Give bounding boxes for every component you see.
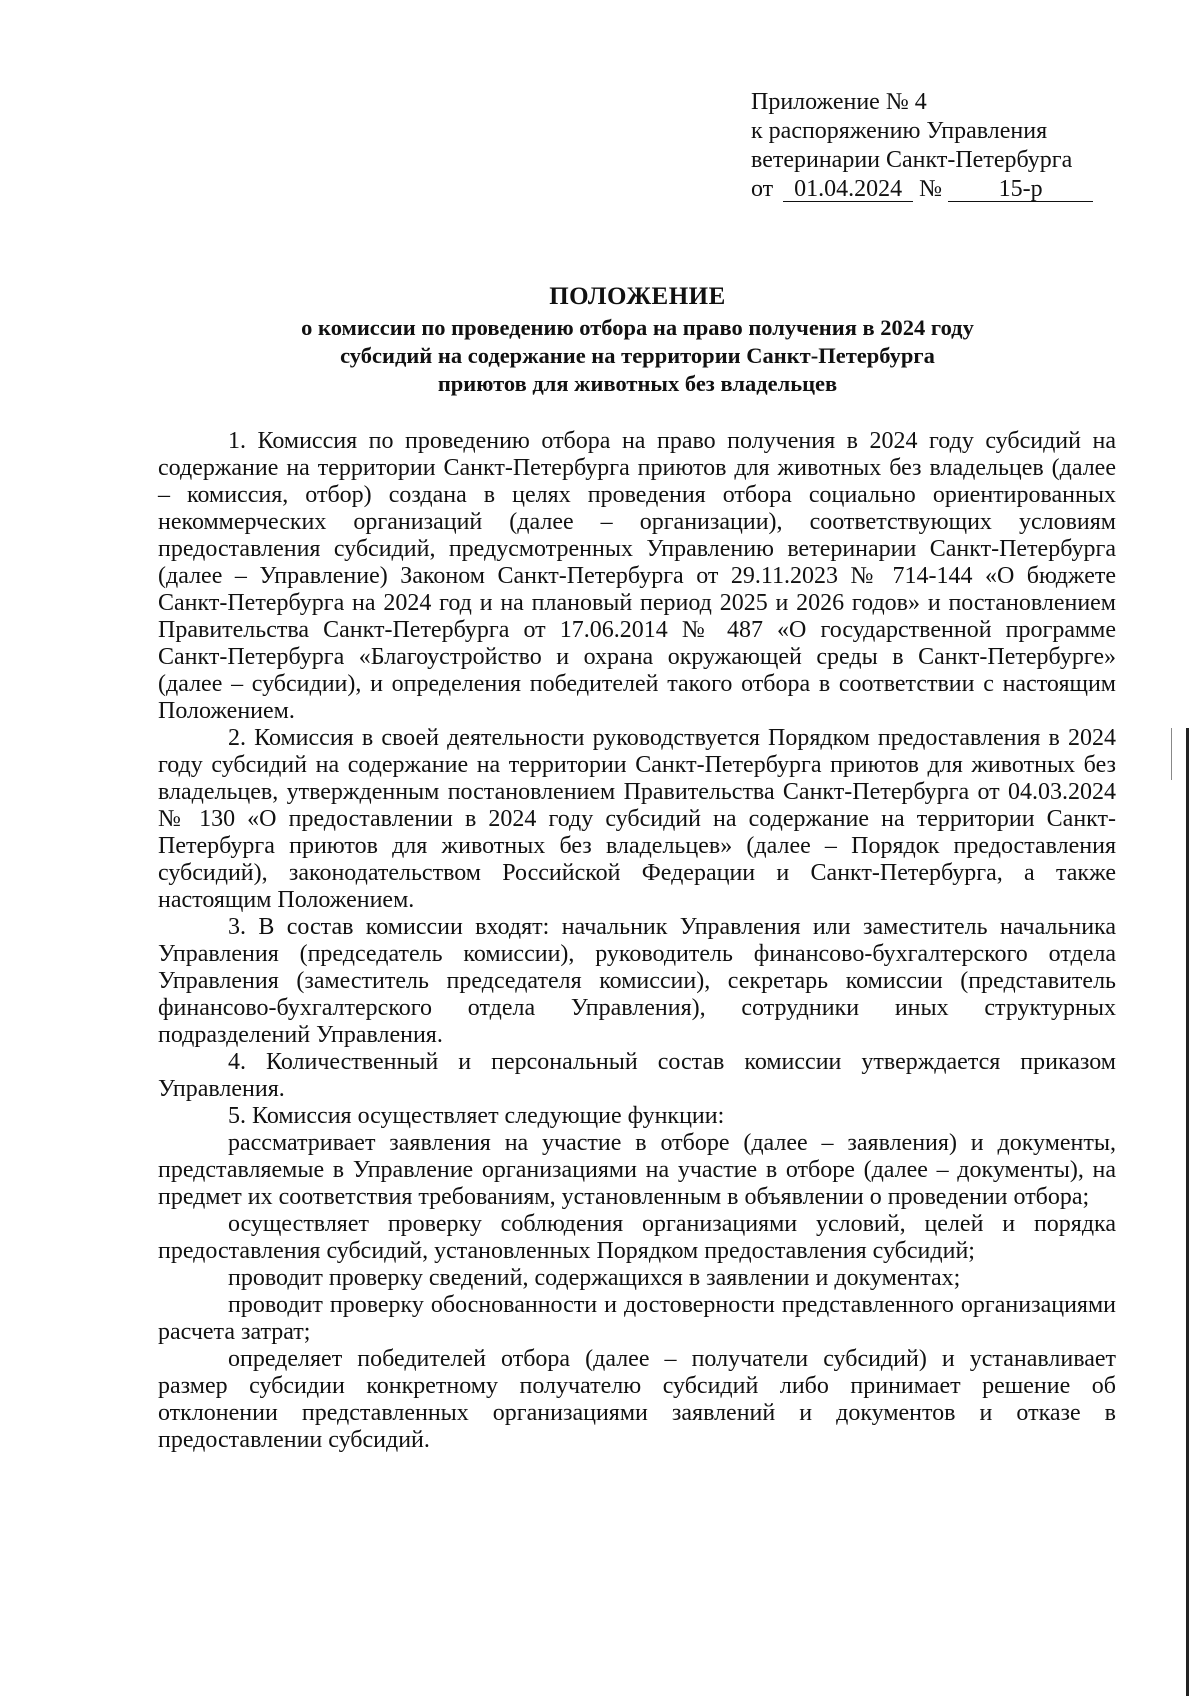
annex-line-1: Приложение № 4 [751,89,927,115]
annex-header [751,88,1091,204]
annex-line-3: ветеринарии Санкт-Петербурга [751,147,1073,173]
annex-number-label: № [919,176,943,202]
title-line-3: приютов для животных без владельцев [437,371,838,396]
function-item-5: определяет победителей отбора (далее – получатели субсидий) и устанавливает размер субсидии конкретному получателю субсидий либо принимает решение об отклонении представленных организациями заявлений и документов и отказе в предоставлении субсидий. [158,1346,1116,1453]
paragraph-2: 2. Комиссия в своей деятельности руководствуется Порядком предоставления в 2024 году субсидий на содержание на территории Санкт-Петербурга приютов для животных без владельцев, утвержденным постановлением Правительства Санкт-Петербурга от 04.03.2024 № 130 «О предоставлении в 2024 году субсидий на содержание на территории Санкт-Петербурга приютов для животных без владельцев» (далее – Порядок предоставления субсидий), законодательством Российской Федерации и Санкт-Петербурга, а также настоящим Положением. [158,725,1116,913]
annex-date: 01.04.2024 [783,177,913,202]
annex-line-2: к распоряжению Управления [751,118,1048,144]
paragraph-3: 3. В состав комиссии входят: начальник Управления или заместитель начальника Управления (председатель комиссии), руководитель финансово-бухгалтерского отдела Управления (заместитель председателя комиссии), секретарь комиссии (представитель финансово-бухгалтерского отдела Управления), сотрудники иных структурных подразделений Управления. [158,914,1116,1048]
function-item-3: проводит проверку сведений, содержащихся в заявлении и документах; [228,1265,961,1291]
document-body [158,428,1116,1454]
paragraph-5: 5. Комиссия осуществляет следующие функции: [228,1103,725,1129]
function-item-4: проводит проверку обоснованности и достоверности представленного организациями расчета затрат; [158,1292,1116,1345]
function-item-2: осуществляет проверку соблюдения организациями условий, целей и порядка предоставления субсидий, установленных Порядком предоставления субсидий; [158,1211,1116,1264]
scan-edge-line [1186,728,1189,1696]
title-line-2: субсидий на содержание на территории Санкт-Петербурга [340,343,935,368]
annex-number: 15-р [948,177,1093,202]
paragraph-4: 4. Количественный и персональный состав комиссии утверждается приказом Управления. [158,1049,1116,1102]
function-item-1: рассматривает заявления на участие в отборе (далее – заявления) и документы, представляемые в Управление организациями на участие в отборе (далее – документы), на предмет их соответствия требованиям, установленным в объявлении о проведении отбора; [158,1130,1116,1210]
title-main: ПОЛОЖЕНИЕ [549,283,726,310]
title-line-1: о комиссии по проведению отбора на право получения в 2024 году [301,315,974,340]
scan-edge-mark [1171,728,1172,780]
annex-date-line [751,175,1091,204]
annex-from-label: от [751,176,774,202]
document-title [150,283,1125,398]
paragraph-1: 1. Комиссия по проведению отбора на право получения в 2024 году субсидий на содержание на территории Санкт-Петербурга приютов для животных без владельцев (далее – комиссия, отбор) создана в целях проведения отбора социально ориентированных некоммерческих организаций (далее – организации), соответствующих условиям предоставления субсидий, предусмотренных Управлению ветеринарии Санкт-Петербурга (далее – Управление) Законом Санкт-Петербурга от 29.11.2023 № 714-144 «О бюджете Санкт-Петербурга на 2024 год и на плановый период 2025 и 2026 годов» и постановлением Правительства Санкт-Петербурга от 17.06.2014 № 487 «О государственной программе Санкт-Петербурга «Благоустройство и охрана окружающей среды в Санкт-Петербурге» (далее – субсидии), и определения победителей такого отбора в соответствии с настоящим Положением. [158,428,1116,724]
